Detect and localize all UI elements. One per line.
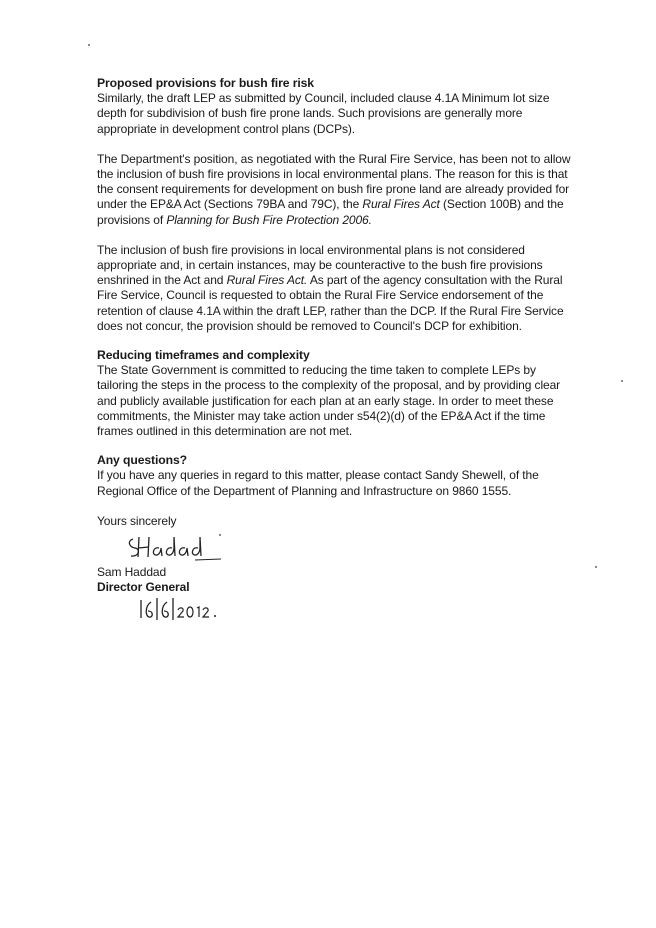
- text: As part of the agency consultation with the Rural Fire Service, Council is requested to obtain the Rural Fire Service endorsement of the retention of clause 4.1A within the draft LEP, rather than the DCP. If the Rural Fire Service does not concur, the provision should be removed to Council's DCP for exhibition.: [97, 273, 564, 333]
- signature-block: [97, 529, 572, 639]
- text: The inclusion of bush fire provisions in local environmental plans is not considered appropriate and, in certain instances, may be counteractive to the bush fire provisions enshrined in the Act and: [97, 242, 543, 288]
- signatory-title: Director General: [97, 580, 190, 595]
- paragraph: [97, 243, 572, 334]
- text: (Section 100B) and the provisions of: [97, 197, 564, 227]
- handwritten-signature: [125, 531, 225, 565]
- signatory-name: Sam Haddad: [97, 565, 167, 580]
- italic-citation: Rural Fires Act: [362, 197, 440, 212]
- scan-speck: [621, 380, 623, 382]
- letter-body: [97, 76, 572, 639]
- heading-bush-fire: Proposed provisions for bush fire risk: [97, 76, 314, 90]
- handwritten-date: [137, 596, 227, 622]
- salutation: Yours sincerely: [97, 513, 177, 528]
- text: The Department's position, as negotiated with the Rural Fire Service, has been not to allow the inclusion of bush fire provisions in local environmental plans. The reason for this is that the consent requirements for development on bush fire prone land are already provided for under the EP&A Act (Sections 79BA and 79C), the: [97, 151, 571, 212]
- paragraph: [97, 152, 572, 228]
- scan-speck: [595, 566, 597, 568]
- heading-questions: Any questions?: [97, 453, 188, 468]
- paragraph: If you have any queries in regard to this matter, please contact Sandy Shewell, of the Regional Office of the Department of Planning and Infrastructure on 9860 1555.: [97, 468, 539, 498]
- italic-citation: Planning for Bush Fire Protection 2006.: [166, 212, 372, 227]
- scan-speck: [88, 44, 90, 46]
- paragraph: The State Government is committed to reducing the time taken to complete LEPs by tailoring the steps in the process to the complexity of the proposal, and by providing clear and publicly available justification for each plan at an early stage. In order to meet these commitments, the Minister may take action under s54(2)(d) of the EP&A Act if the time frames outlined in this determination are not met.: [97, 363, 561, 439]
- heading-timeframes: Reducing timeframes and complexity: [97, 348, 310, 363]
- italic-citation: Rural Fires Act.: [226, 273, 308, 288]
- paragraph: Similarly, the draft LEP as submitted by Council, included clause 4.1A Minimum lot size depth for subdivision of bush fire prone lands. Such provisions are generally more appropriate in development control plans (DCPs).: [97, 91, 550, 136]
